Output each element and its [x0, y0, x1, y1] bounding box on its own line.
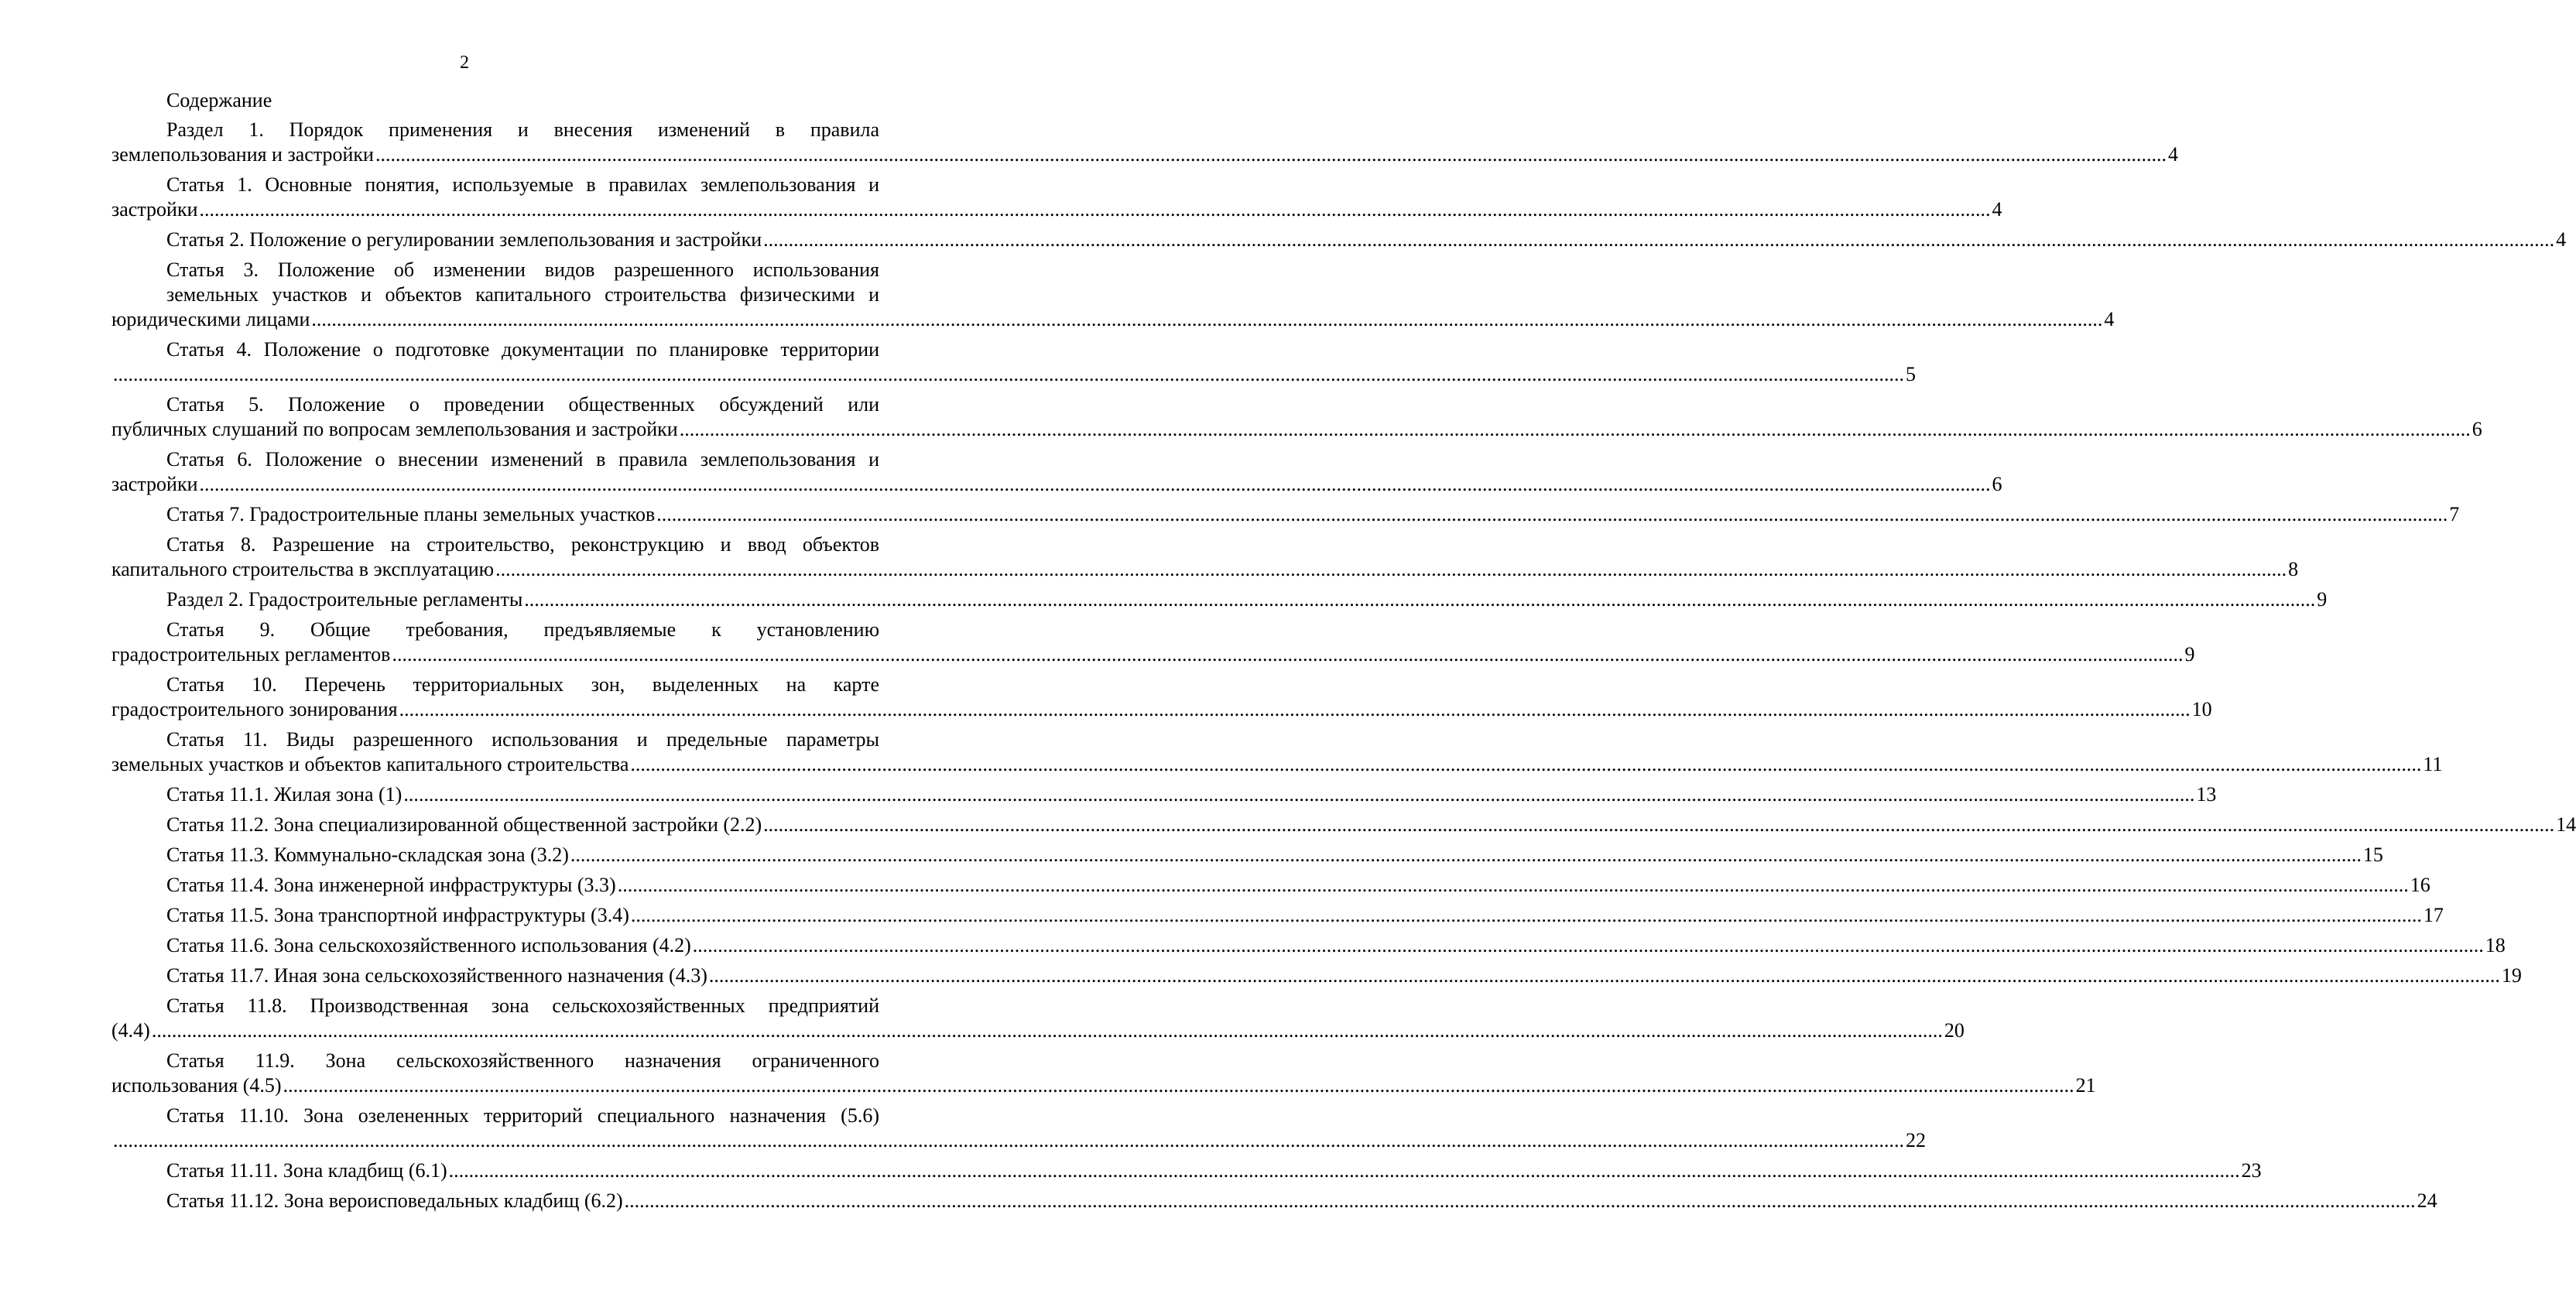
toc-entry[interactable]: [111, 963, 2522, 988]
toc-entry[interactable]: [111, 447, 2002, 497]
toc-page-number: 10: [2191, 698, 2212, 720]
dot-leader: [763, 228, 2554, 252]
toc-page-number: 24: [2417, 1189, 2437, 1212]
toc-entry[interactable]: [111, 502, 2460, 527]
toc-entry-title-line: землепользования и застройки: [111, 143, 374, 166]
toc-entry[interactable]: [111, 994, 1965, 1043]
dot-leader: [693, 933, 2484, 958]
toc-entry-title-line: Статья 2. Положение о регулировании землепользования и застройки: [166, 228, 762, 251]
toc-entry-title-line: Статья 1. Основные понятия, используемые в правилах землепользования и: [166, 173, 879, 196]
dot-leader: [200, 197, 1991, 222]
toc-page-number: 20: [1944, 1019, 1965, 1042]
dot-leader: [763, 813, 2554, 837]
toc-entry[interactable]: [111, 672, 2212, 722]
dot-leader: [630, 752, 2421, 777]
dot-leader: [656, 502, 2448, 527]
toc-entry[interactable]: [111, 337, 1916, 387]
toc-list: [111, 118, 2576, 1213]
toc-page-number: 16: [2410, 874, 2430, 896]
dot-leader: [399, 697, 2191, 722]
toc-entry-title-line: Статья 11.3. Коммунально-складская зона (3.2): [166, 843, 569, 866]
toc-entry-title-line: Статья 11.5. Зона транспортной инфраструктуры (3.4): [166, 904, 629, 926]
toc-entry-title-line: Статья 3. Положение об изменении видов разрешенного использования: [166, 258, 879, 281]
toc-entry[interactable]: [111, 1104, 1926, 1153]
page-number: 2: [460, 53, 469, 73]
toc-page-number: 4: [1992, 198, 2002, 221]
toc-entry[interactable]: [111, 618, 2195, 667]
toc-entry-title-line: земельных участков и объектов капитального строительства физическими и: [166, 283, 879, 306]
toc-entry-title-line: Статья 11.10. Зона озелененных территорий специального назначения (5.6): [166, 1104, 879, 1127]
toc-page-number: 7: [2449, 503, 2460, 525]
toc-page-number: 13: [2196, 783, 2217, 806]
toc-entry[interactable]: [111, 532, 2299, 582]
toc-page-number: 8: [2288, 558, 2299, 580]
toc-entry[interactable]: [111, 727, 2443, 777]
toc-entry-title-line: Статья 11.12. Зона вероисповедальных кладбищ (6.2): [166, 1189, 623, 1212]
toc-entry[interactable]: [111, 1049, 2096, 1098]
toc-entry-title-line: Статья 11.8. Производственная зона сельскохозяйственных предприятий: [166, 994, 879, 1017]
toc-page-number: 23: [2241, 1159, 2262, 1182]
toc-entry[interactable]: [111, 782, 2217, 807]
dot-leader: [495, 557, 2287, 582]
dot-leader: [449, 1158, 2240, 1183]
toc-entry[interactable]: [111, 173, 2002, 222]
toc-page-number: 15: [2362, 843, 2383, 866]
dot-leader: [375, 142, 2167, 167]
toc-entry-title-line: Статья 6. Положение о внесении изменений в правила землепользования и: [166, 448, 879, 471]
toc-entry-title-line: юридическими лицами: [111, 308, 310, 330]
dot-leader: [680, 417, 2471, 442]
toc-entry[interactable]: [111, 392, 2482, 442]
toc-entry-title-line: Статья 11.1. Жилая зона (1): [166, 783, 402, 806]
toc-entry-title-line: Статья 11.9. Зона сельскохозяйственного назначения ограниченного: [166, 1049, 879, 1072]
toc-entry-title-line: Статья 11.2. Зона специализированной общественной застройки (2.2): [166, 813, 762, 836]
toc-entry-title-line: Статья 10. Перечень территориальных зон, выделенных на карте: [166, 673, 879, 696]
toc-entry-title-line: Статья 11.4. Зона инженерной инфраструктуры (3.3): [166, 874, 616, 896]
dot-leader: [152, 1018, 1943, 1043]
toc-entry-title-line: Статья 11. Виды разрешенного использования и предельные параметры: [166, 728, 879, 751]
toc-entry-title-line: Раздел 2. Градостроительные регламенты: [166, 588, 523, 611]
toc-entry-title-line: застройки: [111, 473, 198, 495]
dot-leader: [283, 1073, 2074, 1098]
toc-entry[interactable]: [111, 228, 2567, 252]
dot-leader: [200, 472, 1991, 497]
toc-entry[interactable]: [111, 843, 2383, 867]
toc-entry[interactable]: [111, 118, 2178, 167]
toc-entry[interactable]: [111, 903, 2444, 928]
toc-page-number: 4: [2556, 228, 2567, 251]
toc-page-number: 4: [2104, 308, 2115, 330]
toc-entry-title-line: земельных участков и объектов капитального строительства: [111, 753, 629, 775]
toc-entry-title-line: Статья 11.7. Иная зона сельскохозяйственного назначения (4.3): [166, 964, 707, 987]
toc-entry-title-line: Раздел 1. Порядок применения и внесения изменений в правила: [166, 118, 879, 141]
toc-entry[interactable]: [111, 813, 2576, 837]
dot-leader: [113, 362, 1904, 387]
toc-entry[interactable]: [111, 873, 2430, 898]
toc-entry[interactable]: [111, 1189, 2437, 1213]
toc-page-number: 4: [2167, 143, 2178, 166]
toc-page-number: 11: [2423, 753, 2443, 775]
toc-page-number: 18: [2485, 934, 2506, 956]
dot-leader: [618, 873, 2409, 898]
toc-page-number: 17: [2423, 904, 2444, 926]
toc-page-number: 14: [2556, 813, 2576, 836]
dot-leader: [631, 903, 2422, 928]
toc-entry-title-line: капитального строительства в эксплуатацию: [111, 558, 495, 580]
toc-page-number: 9: [2184, 643, 2195, 666]
toc-entry-title-line: публичных слушаний по вопросам землепользования и застройки: [111, 418, 678, 440]
toc-entry-title-line: Статья 11.6. Зона сельскохозяйственного использования (4.2): [166, 934, 691, 956]
table-of-contents: [111, 88, 2576, 1219]
dot-leader: [311, 307, 2102, 332]
toc-entry[interactable]: [111, 933, 2506, 958]
dot-leader: [709, 963, 2500, 988]
toc-entry-title-line: (4.4): [111, 1019, 150, 1042]
toc-entry-title-line: Статья 4. Положение о подготовке документации по планировке территории: [166, 338, 879, 361]
toc-page-number: 21: [2075, 1074, 2096, 1097]
toc-page-number: 6: [1992, 473, 2002, 495]
toc-entry-title-line: Статья 8. Разрешение на строительство, реконструкцию и ввод объектов: [166, 533, 879, 556]
toc-page-number: 9: [2317, 588, 2328, 611]
toc-entry[interactable]: [111, 258, 2115, 332]
toc-entry-title-line: застройки: [111, 198, 198, 221]
toc-entry[interactable]: [111, 1158, 2262, 1183]
toc-page-number: 22: [1906, 1129, 1926, 1151]
dot-leader: [570, 843, 2362, 867]
toc-entry-title-line: Статья 7. Градостроительные планы земельных участков: [166, 503, 656, 525]
dot-leader: [625, 1189, 2416, 1213]
toc-page-number: 19: [2501, 964, 2522, 987]
dot-leader: [403, 782, 2194, 807]
toc-entry-title-line: Статья 5. Положение о проведении общественных обсуждений или: [166, 393, 879, 416]
toc-entry-title-line: градостроительных регламентов: [111, 643, 391, 666]
toc-title: Содержание: [166, 89, 272, 111]
dot-leader: [524, 587, 2315, 612]
dot-leader: [113, 1128, 1904, 1153]
toc-page-number: 5: [1906, 363, 1916, 385]
toc-entry-title-line: использования (4.5): [111, 1074, 282, 1097]
toc-entry-title-line: Статья 9. Общие требования, предъявляемые к установлению: [166, 618, 879, 641]
toc-entry-title-line: Статья 11.11. Зона кладбищ (6.1): [166, 1159, 447, 1182]
toc-entry[interactable]: [111, 587, 2328, 612]
toc-entry-title-line: градостроительного зонирования: [111, 698, 398, 720]
dot-leader: [392, 642, 2183, 667]
toc-page-number: 6: [2472, 418, 2482, 440]
